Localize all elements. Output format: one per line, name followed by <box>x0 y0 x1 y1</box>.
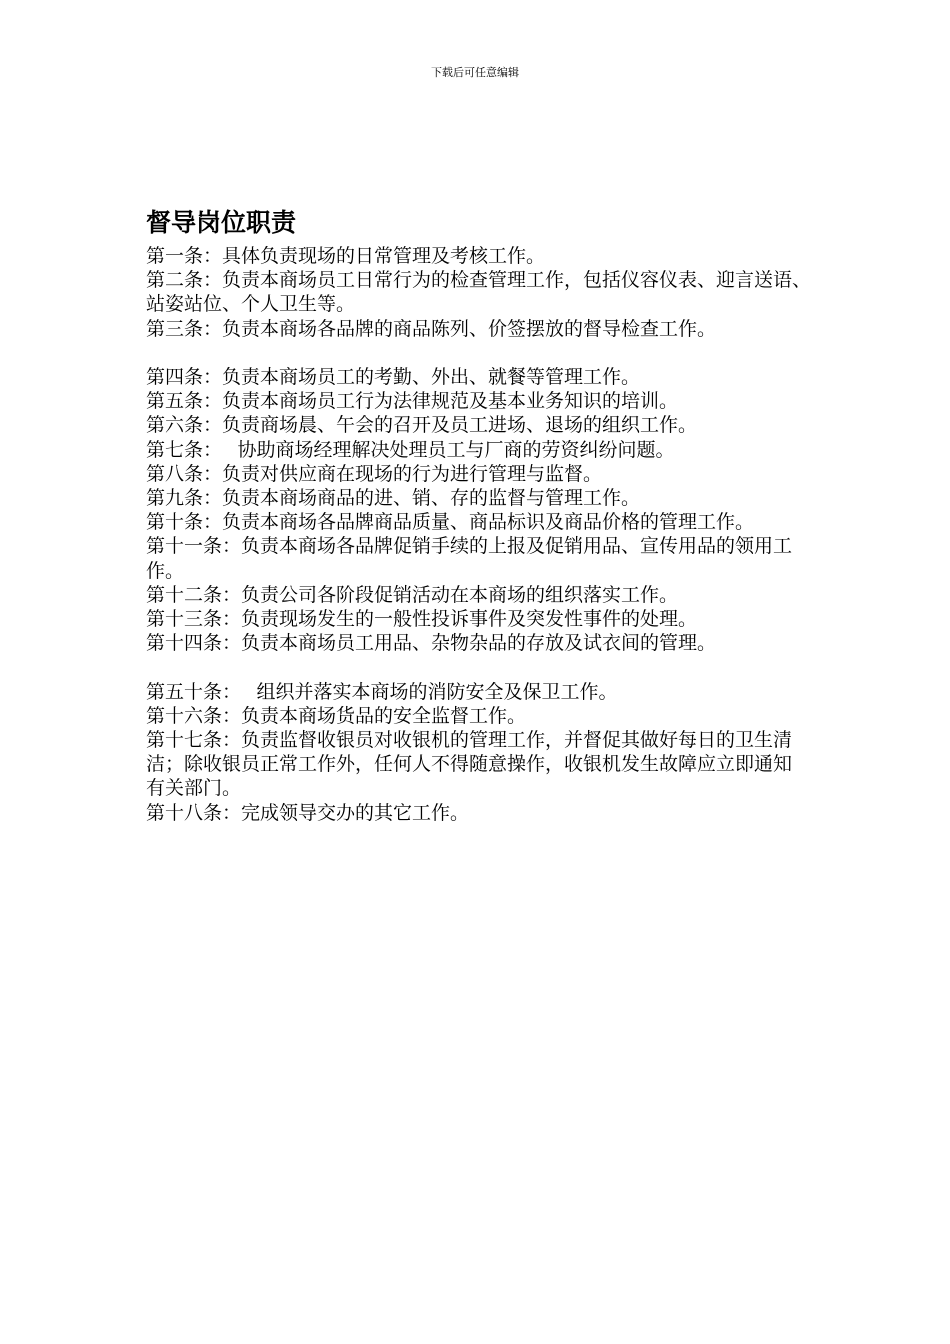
article-18: 第十八条：完成领导交办的其它工作。 <box>146 801 470 824</box>
article-17: 第十七条：负责监督收银员对收银机的管理工作，并督促其做好每日的卫生清洁；除收银员正常工作外，任何人不得随意操作，收银机发生故障应立即通知有关部门。 <box>146 729 793 800</box>
article-8: 第八条：负责对供应商在现场的行为进行管理与监督。 <box>146 462 603 485</box>
article-13: 第十三条：负责现场发生的一般性投诉事件及突发性事件的处理。 <box>146 608 698 631</box>
article-12: 第十二条：负责公司各阶段促销活动在本商场的组织落实工作。 <box>146 583 679 606</box>
paragraph-spacer <box>146 655 826 679</box>
article-15: 第五十条： 组织并落实本商场的消防安全及保卫工作。 <box>146 680 618 703</box>
article-6: 第六条：负责商场晨、午会的召开及员工进场、退场的组织工作。 <box>146 414 698 437</box>
document-body <box>146 204 826 825</box>
page-header-note: 下载后可任意编辑 <box>431 66 519 79</box>
article-11: 第十一条：负责本商场各品牌促销手续的上报及促销用品、宣传用品的领用工作。 <box>146 535 793 582</box>
document-title: 督导岗位职责 <box>146 208 297 237</box>
article-16: 第十六条：负责本商场货品的安全监督工作。 <box>146 704 527 727</box>
article-2: 第二条：负责本商场员工日常行为的检查管理工作，包括仪容仪表、迎言送语、站姿站位、个人卫生等。 <box>146 269 812 316</box>
article-9: 第九条：负责本商场商品的进、销、存的监督与管理工作。 <box>146 487 641 510</box>
article-4: 第四条：负责本商场员工的考勤、外出、就餐等管理工作。 <box>146 366 641 388</box>
article-5: 第五条：负责本商场员工行为法律规范及基本业务知识的培训。 <box>146 390 679 413</box>
article-10: 第十条：负责本商场各品牌商品质量、商品标识及商品价格的管理工作。 <box>146 511 755 534</box>
article-7: 第七条： 协助商场经理解决处理员工与厂商的劳资纠纷问题。 <box>146 438 675 461</box>
paragraph-spacer <box>146 341 826 365</box>
article-1: 第一条：具体负责现场的日常管理及考核工作。 <box>146 245 546 267</box>
article-3: 第三条：负责本商场各品牌的商品陈列、价签摆放的督导检查工作。 <box>146 317 717 340</box>
article-14: 第十四条：负责本商场员工用品、杂物杂品的存放及试衣间的管理。 <box>146 632 717 655</box>
